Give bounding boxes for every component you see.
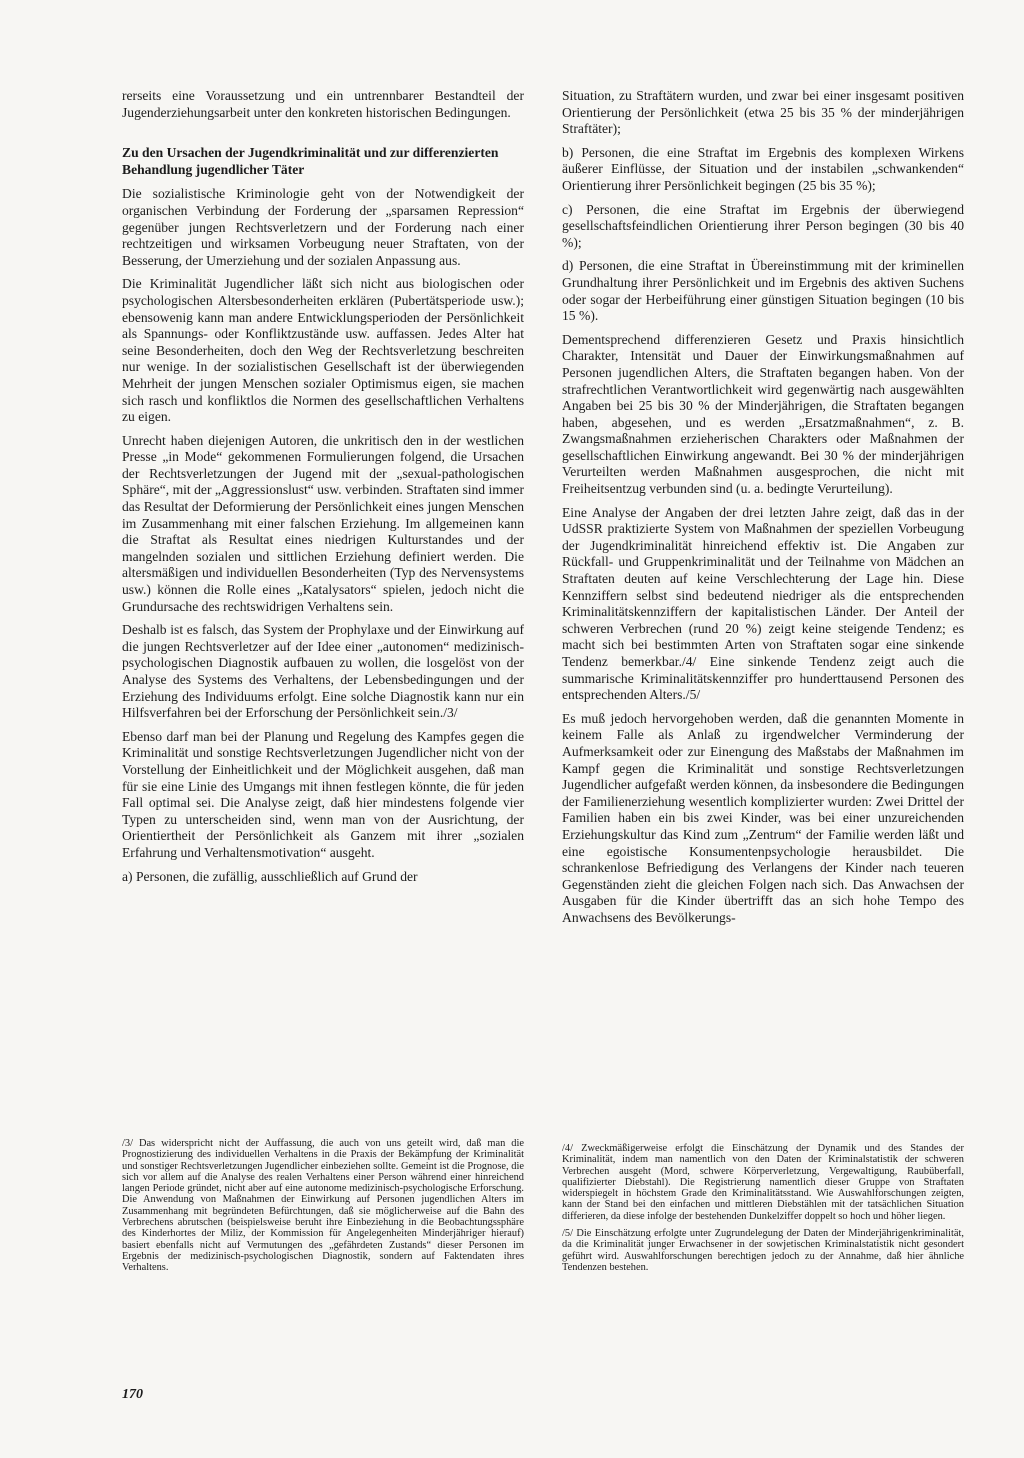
footnote-5: /5/ Die Einschätzung erfolgte unter Zugrundelegung der Daten der Minderjährigenkriminalität, da die Kriminalität junger Erwachsener in der sowjetischen Kriminalstatistik nicht gesondert geführt wird. Auswahlforschungen berechtigen jedoch zu der Annahme, daß hier ähnliche Tendenzen bestehen. [562,1228,964,1273]
left-paragraph: Unrecht haben diejenigen Autoren, die unkritisch den in der westlichen Presse „in Mode“ gekommenen Formulierungen folgend, die Ursachen der Rechtsverletzungen der Jugend mit der „sexual-pathologischen Sphäre“, mit der „Aggressionslust“ usw. verbinden. Straftaten sind immer das Resultat der Deformierung der Persönlichkeit eines jungen Menschen im Zusammenhang mit einer falschen Erziehung. Im allgemeinen kann die Straftat als Resultat eines niedrigen Kulturstandes und der mangelnden sozialen und sittlichen Erziehung definiert werden. Die altersmäßigen und individuellen Besonderheiten (Typ des Nervensystems usw.) können die Rolle eines „Katalysators“ spielen, jedoch nicht die Grundursache des rechtswidrigen Verhaltens sein. [122,432,524,614]
right-paragraph: c) Personen, die eine Straftat im Ergebnis der überwiegend gesellschaftsfeindlichen Orientierung ihrer Person begingen (30 bis 40 %); [562,201,964,250]
section-heading: Zu den Ursachen der Jugendkriminalität und zur differenzierten Behandlung jugendlicher Täter [122,145,499,177]
right-paragraph: Eine Analyse der Angaben der drei letzten Jahre zeigt, daß das in der UdSSR praktizierte System von Maßnahmen der speziellen Vorbeugung der Jugendkriminalität hinreichend effektiv ist. Die Angaben zur Rückfall- und Gruppenkriminalität und der Teilnahme von Mädchen an Straftaten deuten auf keine Verschlechterung der Lage hin. Diese Kennziffern selbst sind bedeutend niedriger als die entsprechenden Kriminalitätskennziffern der kapitalistischen Länder. Der Anteil der schweren Verbrechen (rund 20 %) zeigt keine steigende Tendenz; es macht sich bei bestimmten Arten von Straftaten sogar eine sinkende Tendenz bemerkbar./4/ Eine sinkende Tendenz zeigt auch die summarische Kriminalitätskennziffer pro hunderttausend Personen des entsprechenden Alters./5/ [562,504,964,703]
left-paragraph: Die Kriminalität Jugendlicher läßt sich nicht aus biologischen oder psychologischen Altersbesonderheiten erklären (Pubertätsperiode usw.); ebensowenig kann man andere Entwicklungsperioden der Persönlichkeit als Spannungs- oder Konfliktzustände usw. auffassen. Jedes Alter hat seine Besonderheiten, doch den Weg der Rechtsverletzung beschreiten nur wenige. In der sozialistischen Gesellschaft ist der überwiegenden Mehrheit der jungen Menschen sozialer Optimismus eigen, sie machen sich rasch und konfliktlos die Normen des gesellschaftlichen Verhaltens zu eigen. [122,276,524,425]
right-paragraph: Es muß jedoch hervorgehoben werden, daß die genannten Momente in keinem Falle als Anlaß zu irgendwelcher Verminderung der Aufmerksamkeit oder zur Einengung des Maßstabs der Maßnahmen im Kampf gegen die Kriminalität und sonstige Rechtsverletzungen Jugendlicher aufgefaßt werden können, da insbesondere die Bedingungen der Familienerziehung wesentlich komplizierter wurden: Zwei Drittel der Familien haben ein bis zwei Kinder, was bei einer unzureichenden Erziehungskultur das Kind zum „Zentrum“ der Familie werden läßt und eine egoistische Konsumentenpsychologie herausbildet. Die schrankenlose Befriedigung des Verlangens der Kinder nach teueren Gegenständen zieht die gleichen Folgen nach sich. Das Anwachsen der Ausgaben für die Kinder übertrifft das an sich hohe Tempo des Anwachsens des Bevölkerungs- [562,710,964,925]
left-paragraph: Deshalb ist es falsch, das System der Prophylaxe und der Einwirkung auf die jungen Rechtsverletzer auf der Idee einer „autonomen“ medizinisch-psychologischen Diagnostik aufbauen zu wollen, die losgelöst von der Analyse des Systems des Verhaltens, der Lebensbedingungen und der Erziehung des Individuums erfolgt. Eine solche Diagnostik kann nur ein Hilfsverfahren bei der Erforschung der Persönlichkeit sein./3/ [122,622,524,721]
footnote-4: /4/ Zweckmäßigerweise erfolgt die Einschätzung der Dynamik und des Standes der Kriminalität, indem man namentlich von den Daten der Kriminalstatistik der schweren Verbrechen ausgeht (Mord, schwere Körperverletzung, Vergewaltigung, Raubüberfall, qualifizierter Diebstahl). Die Registrierung namentlich dieser Gruppe von Straftaten widerspiegelt in höchstem Grade den Kriminalitätsstand. Wie Auswahlforschungen zeigten, kann der Stand bei den einfachen und mittleren Diebstählen mit der tatsächlichen Situation differieren, da diese infolge der bestehenden Dunkelziffer doppelt so hoch und höher liegen. [562,1143,964,1222]
right-paragraph: Situation, zu Straftätern wurden, und zwar bei einer insgesamt positiven Orientierung der Persönlichkeit (etwa 25 bis 35 % der minderjährigen Straftäter); [562,88,964,137]
right-paragraph: Dementsprechend differenzieren Gesetz und Praxis hinsichtlich Charakter, Intensität und Dauer der Einwirkungsmaßnahmen auf Personen jugendlichen Alters, die Straftaten begangen haben. Von der strafrechtlichen Verantwortlichkeit wird gegenwärtig nach ausgewählten Angaben bei 25 bis 30 % der Minderjährigen, die Straftaten begangen haben, abgesehen, und es werden „Ersatzmaßnahmen“, z. B. Zwangsmaßnahmen erzieherischen Charakters oder Maßnahmen der gesellschaftlichen Einwirkung angewandt. Bei 30 % der minderjährigen Verurteilten werden Maßnahmen ausgesprochen, die nicht mit Freiheitsentzug verbunden sind (u. a. bedingte Verurteilung). [562,331,964,497]
footnotes-right [562,1143,964,1279]
left-paragraph: Die sozialistische Kriminologie geht von der Notwendigkeit der organischen Verbindung der Forderung der „sparsamen Repression“ gegenüber jungen Rechtsverletzern und der Forderung nach einer rechtzeitigen und wirksamen Vorbeugung neuer Straftaten, von der Besserung, der Umerziehung und der sozialen Anpassung aus. [122,186,524,268]
footnotes-left [122,1138,524,1280]
right-paragraph: b) Personen, die eine Straftat im Ergebnis des komplexen Wirkens äußerer Einflüsse, der Situation und der instabilen „schwankenden“ Orientierung ihrer Persönlichkeit begingen (25 bis 35 %); [562,144,964,193]
left-text-column [122,88,524,892]
right-text-column [562,88,964,934]
right-paragraph: d) Personen, die eine Straftat in Übereinstimmung mit der kriminellen Grundhaltung ihrer Persönlichkeit und im Ergebnis des aktiven Suchens oder sogar der Herbeiführung einer günstigen Situation begingen (10 bis 15 %). [562,258,964,324]
left-paragraph-continued: rerseits eine Voraussetzung und ein untrennbarer Bestandteil der Jugenderziehungsarbeit unter den konkreten historischen Bedingungen. [122,88,524,120]
page-number: 170 [122,1387,143,1402]
left-paragraph: a) Personen, die zufällig, ausschließlich auf Grund der [122,868,418,884]
left-paragraph: Ebenso darf man bei der Planung und Regelung des Kampfes gegen die Kriminalität und sonstige Rechtsverletzungen Jugendlicher nicht von der Vorstellung der Einheitlichkeit und der Möglichkeit ausgehen, daß man für sie eine Linie des Umgangs mit ihnen festlegen könnte, die für jeden Fall optimal sei. Die Analyse zeigt, daß hier mindestens folgende vier Typen zu unterscheiden sind, wenn man von der Ausrichtung, der Orientiertheit der Persönlichkeit als Ganzem mit ihrer „sozialen Erfahrung und Verhaltensmotivation“ ausgeht. [122,728,524,860]
footnote-3: /3/ Das widerspricht nicht der Auffassung, die auch von uns geteilt wird, daß man die Prognostizierung des individuellen Verhaltens in die Praxis der Bekämpfung der Kriminalität und sonstiger Rechtsverletzungen Jugendlicher einbeziehen sollte. Gemeint ist die Prognose, die sich vor allem auf die Analyse des realen Verhaltens einer Person während einer hinreichend langen Periode gründet, nicht aber auf eine autonome medizinisch-psychologische Erforschung. Die Anwendung von Maßnahmen der Einwirkung auf Personen jugendlichen Alters im Zusammenhang mit begründeten Befürchtungen, daß sie möglicherweise auf die Bahn des Verbrechens abrutschen (beispielsweise beruht ihre Einbeziehung in die Beobachtungssphäre des Kinderhortes der Miliz, der Kommission für Angelegenheiten Minderjähriger hierauf) basiert ebenfalls nicht auf Vermutungen des „gefährdeten Zustands“ dieser Personen im Ergebnis der medizinisch-psychologischen Diagnostik, sondern auf Faktendaten ihres Verhaltens. [122,1138,524,1274]
